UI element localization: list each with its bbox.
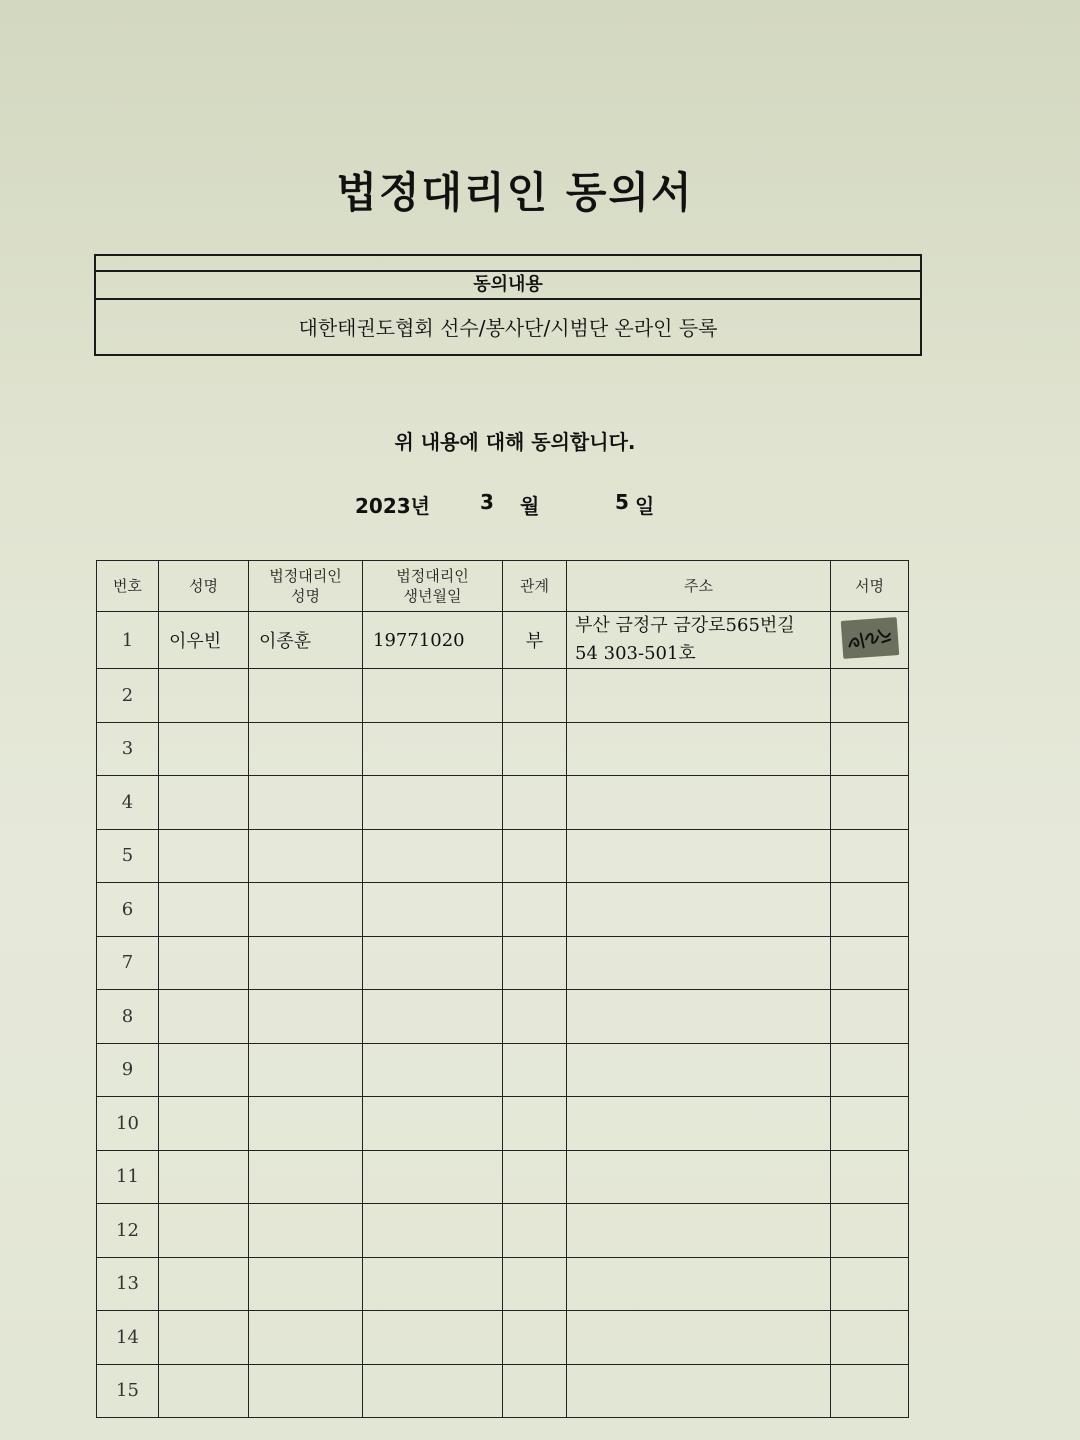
table-row <box>97 612 909 669</box>
row-number: 5 <box>97 829 159 883</box>
row-number: 3 <box>97 722 159 776</box>
header-relation: 관계 <box>503 561 567 612</box>
row-number: 6 <box>97 883 159 937</box>
row-relation: 부 <box>503 612 567 669</box>
row-number: 9 <box>97 1043 159 1097</box>
table-row <box>97 829 909 883</box>
header-guardian-birth: 법정대리인 생년월일 <box>363 561 503 612</box>
table-row <box>97 1150 909 1204</box>
row-guardian-birth: 19771020 <box>363 612 503 669</box>
row-number: 4 <box>97 776 159 830</box>
header-number: 번호 <box>97 561 159 612</box>
row-number: 7 <box>97 936 159 990</box>
row-guardian-name: 이종훈 <box>249 612 363 669</box>
table-row <box>97 1204 909 1258</box>
date-day-label: 일 <box>635 494 655 518</box>
row-number: 13 <box>97 1257 159 1311</box>
header-address: 주소 <box>567 561 831 612</box>
row-name: 이우빈 <box>159 612 249 669</box>
row-address-line2: 54 303-501호 <box>575 643 696 664</box>
signature-image <box>840 617 899 659</box>
table-row <box>97 990 909 1044</box>
row-number: 10 <box>97 1097 159 1151</box>
header-signature: 서명 <box>831 561 909 612</box>
table-row <box>97 936 909 990</box>
consent-form-sheet <box>60 40 1060 1440</box>
row-number: 8 <box>97 990 159 1044</box>
agreement-body: 대한태권도협회 선수/봉사단/시범단 온라인 등록 <box>298 316 718 340</box>
row-number: 15 <box>97 1364 159 1418</box>
guardian-table <box>96 560 909 1418</box>
agreement-header: 동의내용 <box>96 270 920 300</box>
table-row <box>97 776 909 830</box>
date-year: 2023년 <box>355 494 430 518</box>
header-name: 성명 <box>159 561 249 612</box>
row-address-line1: 부산 금정구 금강로565번길 <box>575 615 795 636</box>
row-signature <box>831 612 909 669</box>
agreement-box <box>94 254 922 356</box>
table-row <box>97 722 909 776</box>
row-number: 1 <box>97 612 159 669</box>
table-row <box>97 883 909 937</box>
table-row <box>97 669 909 723</box>
table-row <box>97 1364 909 1418</box>
table-row <box>97 1043 909 1097</box>
consent-statement: 위 내용에 대해 동의합니다. <box>394 430 636 454</box>
date-day-value: 5 <box>615 490 629 514</box>
row-address <box>567 612 831 669</box>
table-row <box>97 1257 909 1311</box>
row-number: 14 <box>97 1311 159 1365</box>
table-row <box>97 1311 909 1365</box>
table-row <box>97 1097 909 1151</box>
date-month-value: 3 <box>480 490 494 514</box>
row-number: 11 <box>97 1150 159 1204</box>
document-title: 법정대리인 동의서 <box>336 168 694 217</box>
header-guardian-name: 법정대리인 성명 <box>249 561 363 612</box>
table-header-row <box>97 561 909 612</box>
row-number: 2 <box>97 669 159 723</box>
row-number: 12 <box>97 1204 159 1258</box>
date-month-label: 월 <box>520 494 540 518</box>
